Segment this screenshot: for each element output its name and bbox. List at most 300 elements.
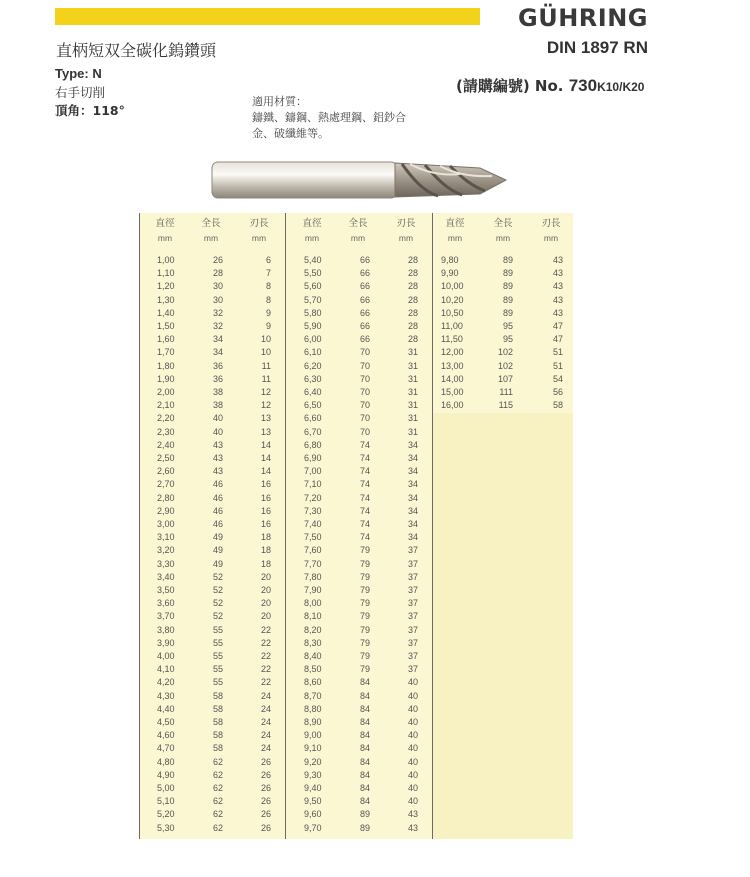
cell-flute-length: 54 [552,373,563,384]
order-prefix: (請購編號) No. [456,77,569,95]
cell-diameter: 2,70 [157,479,175,490]
table-row [286,308,432,321]
cell-flute-length: 20 [260,611,271,622]
cell-flute-length: 47 [552,334,563,345]
cell-flute-length: 37 [407,545,418,556]
cell-diameter: 5,00 [157,783,175,793]
cell-diameter: 4,10 [157,664,175,675]
cell-diameter: 3,70 [157,611,175,622]
cell-flute-length: 8 [265,281,271,292]
material-line-1: 鑄鐵、鑄鋼、熱處理鋼、鋁鈔合 [252,111,406,124]
table-row [139,466,285,479]
cell-overall-length: 46 [212,492,223,503]
cell-overall-length: 52 [212,598,223,609]
cell-diameter: 8,90 [304,717,322,727]
table-row [139,361,285,374]
cell-diameter: 3,30 [157,558,175,569]
table-row [139,374,285,387]
cell-diameter: 9,00 [304,730,322,741]
cell-overall-length: 49 [212,545,223,556]
cell-diameter: 2,00 [157,387,175,397]
table-row [139,532,285,545]
cell-diameter: 2,90 [157,505,175,516]
cell-overall-length: 89 [359,822,370,833]
cell-overall-length: 70 [359,360,370,371]
table-row [286,506,432,519]
cell-overall-length: 111 [499,387,513,397]
table-row [286,387,432,400]
cell-flute-length: 28 [407,334,418,345]
cell-diameter: 7,20 [304,492,322,503]
cell-overall-length: 49 [212,558,223,569]
cell-diameter: 6,60 [304,413,322,424]
cell-diameter: 2,60 [157,466,175,477]
unit-flute-length: mm [543,233,559,243]
table-row [286,691,432,704]
unit-diameter: mm [304,233,320,243]
cell-diameter: 2,10 [157,400,175,411]
table-row [286,466,432,479]
cell-diameter: 5,60 [304,281,322,292]
cell-flute-length: 47 [552,321,563,331]
cell-overall-length: 79 [359,571,370,582]
table-row [286,704,432,717]
table-row [286,334,432,347]
cell-flute-length: 13 [260,413,271,424]
cell-diameter: 4,50 [157,717,175,727]
cell-overall-length: 43 [212,453,223,463]
cell-overall-length: 79 [359,611,370,622]
cell-overall-length: 89 [502,294,513,305]
cell-overall-length: 102 [497,347,513,358]
cell-diameter: 3,60 [157,598,175,609]
cell-diameter: 8,80 [304,703,322,714]
table-row [286,440,432,453]
cell-overall-length: 79 [359,598,370,609]
cell-overall-length: 95 [502,334,513,345]
cell-flute-length: 43 [552,307,563,318]
cell-overall-length: 84 [359,703,370,714]
cell-overall-length: 34 [212,334,223,345]
table-row [139,611,285,624]
unit-flute-length: mm [251,233,267,243]
cell-diameter: 6,70 [304,426,322,437]
cell-overall-length: 70 [359,426,370,437]
cell-flute-length: 12 [260,387,271,397]
table-row [286,730,432,743]
cell-overall-length: 89 [359,809,370,820]
cell-overall-length: 66 [359,334,370,345]
cell-overall-length: 38 [212,387,223,397]
cell-diameter: 5,40 [304,255,322,265]
cell-diameter: 6,50 [304,400,322,411]
table-row [286,677,432,690]
table-row [433,308,573,321]
cell-flute-length: 31 [407,400,418,411]
cell-flute-length: 16 [260,479,271,490]
cell-flute-length: 40 [407,690,418,701]
table-row [139,809,285,822]
cell-diameter: 5,20 [157,809,175,820]
cell-flute-length: 37 [407,571,418,582]
table-row [286,598,432,611]
standard-code: DIN 1897 RN [546,38,648,57]
cell-diameter: 4,40 [157,703,175,714]
table-row [286,796,432,809]
cell-diameter: 4,00 [157,651,175,661]
cell-flute-length: 28 [407,268,418,279]
cell-diameter: 7,40 [304,519,322,529]
cell-overall-length: 52 [212,611,223,622]
table-row [139,743,285,756]
cell-flute-length: 22 [260,637,271,648]
table-row [286,453,432,466]
cell-diameter: 9,50 [304,796,322,807]
cell-diameter: 10,00 [441,281,464,292]
cell-diameter: 9,70 [304,822,322,833]
cell-flute-length: 28 [407,294,418,305]
cell-flute-length: 37 [407,611,418,622]
table-row [139,506,285,519]
cell-overall-length: 46 [212,505,223,516]
cell-overall-length: 49 [212,532,223,543]
cell-flute-length: 43 [407,822,418,833]
cell-flute-length: 31 [407,426,418,437]
cell-flute-length: 9 [265,307,271,318]
cell-flute-length: 37 [407,558,418,569]
cell-overall-length: 79 [359,558,370,569]
cell-overall-length: 79 [359,651,370,661]
table-row [139,427,285,440]
cell-overall-length: 84 [359,717,370,727]
table-row [139,413,285,426]
cell-flute-length: 24 [260,730,271,741]
cell-flute-length: 43 [552,294,563,305]
cell-flute-length: 40 [407,703,418,714]
yellow-header-band [55,8,480,25]
cell-flute-length: 14 [260,453,271,463]
cell-flute-length: 10 [260,347,271,358]
table-row [433,361,573,374]
cell-overall-length: 74 [359,466,370,477]
material-line-2: 金、破纖維等。 [252,127,329,140]
cell-overall-length: 84 [359,769,370,780]
cell-flute-length: 31 [407,387,418,397]
cell-overall-length: 89 [502,255,513,265]
cell-flute-length: 31 [407,347,418,358]
cell-overall-length: 79 [359,637,370,648]
cell-overall-length: 66 [359,321,370,331]
cell-flute-length: 26 [260,769,271,780]
cell-overall-length: 43 [212,466,223,477]
cell-flute-length: 26 [260,783,271,793]
cell-flute-length: 43 [552,281,563,292]
table-row [286,743,432,756]
cell-overall-length: 62 [212,822,223,833]
cell-diameter: 6,10 [304,347,322,358]
cell-overall-length: 40 [212,413,223,424]
cell-diameter: 1,00 [157,255,175,265]
cell-overall-length: 26 [212,255,223,265]
cell-flute-length: 9 [265,321,271,331]
cell-overall-length: 28 [212,268,223,279]
cell-diameter: 6,00 [304,334,322,345]
cell-flute-length: 14 [260,466,271,477]
cell-flute-length: 24 [260,690,271,701]
cell-diameter: 1,60 [157,334,175,345]
table-row [139,717,285,730]
cell-diameter: 9,20 [304,756,322,767]
cell-diameter: 4,20 [157,677,175,688]
table-row [139,823,285,836]
cell-flute-length: 43 [552,255,563,265]
cell-flute-length: 22 [260,624,271,635]
cell-flute-length: 26 [260,822,271,833]
table-row [139,638,285,651]
cell-diameter: 4,30 [157,690,175,701]
cell-diameter: 7,10 [304,479,322,490]
table-row [433,387,573,400]
cell-overall-length: 46 [212,519,223,529]
cell-diameter: 1,30 [157,294,175,305]
cell-flute-length: 40 [407,717,418,727]
cell-flute-length: 37 [407,598,418,609]
cell-diameter: 2,30 [157,426,175,437]
cell-diameter: 4,80 [157,756,175,767]
table-row [139,783,285,796]
table-row [433,374,573,387]
drill-bit-icon [210,152,515,208]
cell-overall-length: 34 [212,347,223,358]
cell-flute-length: 22 [260,677,271,688]
header-diameter: 直徑 [302,218,322,229]
table-row [286,281,432,294]
cell-diameter: 9,40 [304,783,322,793]
cell-flute-length: 40 [407,730,418,741]
order-number [456,75,644,96]
cell-overall-length: 38 [212,400,223,411]
cell-diameter: 1,20 [157,281,175,292]
table-row [286,770,432,783]
cell-overall-length: 84 [359,783,370,793]
table-row [286,268,432,281]
cell-flute-length: 40 [407,796,418,807]
cell-overall-length: 43 [212,439,223,450]
cell-flute-length: 28 [407,321,418,331]
unit-overall-length: mm [350,233,366,243]
cell-flute-length: 26 [260,756,271,767]
cell-flute-length: 34 [407,492,418,503]
cell-overall-length: 58 [212,690,223,701]
cell-diameter: 6,90 [304,453,322,463]
cell-overall-length: 95 [502,321,513,331]
cell-diameter: 3,10 [157,532,175,543]
cell-overall-length: 55 [212,677,223,688]
cell-diameter: 1,90 [157,373,175,384]
table-row [139,387,285,400]
table-row [286,493,432,506]
table-row [286,783,432,796]
table-row [433,295,573,308]
cell-diameter: 6,40 [304,387,322,397]
dimension-table [139,213,573,839]
cell-flute-length: 34 [407,466,418,477]
table-row [139,400,285,413]
cell-diameter: 8,20 [304,624,322,635]
cell-flute-length: 28 [407,307,418,318]
order-suffix: K10/K20 [597,80,645,94]
cell-overall-length: 74 [359,532,370,543]
table-row [286,572,432,585]
table-row [139,691,285,704]
table-row [286,400,432,413]
table-column-group-2 [286,213,432,839]
table-row [139,730,285,743]
cell-overall-length: 58 [212,717,223,727]
cell-overall-length: 84 [359,756,370,767]
cell-diameter: 9,60 [304,809,322,820]
cell-flute-length: 34 [407,453,418,463]
cell-overall-length: 32 [212,307,223,318]
cell-flute-length: 31 [407,373,418,384]
table-row [139,704,285,717]
cell-diameter: 3,00 [157,519,175,529]
table-row [286,295,432,308]
cell-overall-length: 52 [212,585,223,595]
cell-flute-length: 16 [260,519,271,529]
cell-flute-length: 40 [407,756,418,767]
cell-diameter: 8,60 [304,677,322,688]
cell-flute-length: 51 [552,360,563,371]
cell-overall-length: 84 [359,743,370,754]
cell-diameter: 7,00 [304,466,322,477]
cell-overall-length: 70 [359,347,370,358]
cell-diameter: 9,80 [441,255,459,265]
table-row [139,321,285,334]
table-row [286,585,432,598]
cell-overall-length: 66 [359,268,370,279]
cell-flute-length: 40 [407,783,418,793]
table-row [286,532,432,545]
cell-diameter: 13,00 [441,360,464,371]
cell-diameter: 12,00 [441,347,464,358]
table-row [139,255,285,268]
cell-flute-length: 24 [260,743,271,754]
cell-diameter: 2,40 [157,439,175,450]
table-row [286,479,432,492]
cell-diameter: 9,90 [441,268,459,279]
cell-flute-length: 40 [407,743,418,754]
table-row [286,413,432,426]
cell-overall-length: 58 [212,703,223,714]
table-row [286,809,432,822]
cell-diameter: 5,90 [304,321,322,331]
cell-overall-length: 58 [212,743,223,754]
cell-diameter: 3,40 [157,571,175,582]
cell-flute-length: 16 [260,505,271,516]
cell-overall-length: 84 [359,796,370,807]
cell-flute-length: 34 [407,479,418,490]
cell-overall-length: 58 [212,730,223,741]
table-row [139,625,285,638]
cell-diameter: 2,50 [157,453,175,463]
cell-flute-length: 34 [407,505,418,516]
cell-overall-length: 115 [498,400,513,411]
cell-diameter: 9,10 [304,743,322,754]
cell-flute-length: 37 [407,651,418,661]
cell-diameter: 2,80 [157,492,175,503]
cell-overall-length: 62 [212,783,223,793]
cell-diameter: 11,50 [441,334,463,345]
unit-diameter: mm [447,233,463,243]
table-row [139,664,285,677]
type-label: Type: N [55,66,102,81]
table-row [139,479,285,492]
cell-flute-length: 34 [407,519,418,529]
cell-flute-length: 34 [407,439,418,450]
table-row [433,334,573,347]
header-flute-length: 刃長 [396,218,416,229]
cell-diameter: 6,30 [304,373,322,384]
cell-diameter: 11,00 [441,321,463,331]
cell-overall-length: 66 [359,294,370,305]
point-angle: 頂角：118° [55,103,125,118]
cell-flute-length: 6 [265,255,271,265]
cell-overall-length: 62 [212,769,223,780]
header-overall-length: 全長 [348,218,368,229]
cell-diameter: 3,50 [157,585,175,595]
cell-overall-length: 74 [359,439,370,450]
table-row [433,255,573,268]
header-flute-length: 刃長 [541,218,561,229]
table-row [139,295,285,308]
cell-flute-length: 10 [260,334,271,345]
cell-overall-length: 55 [212,651,223,661]
cell-flute-length: 37 [407,664,418,675]
cell-overall-length: 70 [359,400,370,411]
cell-flute-length: 56 [552,387,563,397]
cell-flute-length: 26 [260,796,271,807]
cell-diameter: 8,10 [304,611,322,622]
table-row [286,519,432,532]
cell-flute-length: 16 [260,492,271,503]
cell-overall-length: 74 [359,492,370,503]
cell-flute-length: 24 [260,703,271,714]
cell-flute-length: 31 [407,413,418,424]
cell-overall-length: 66 [359,307,370,318]
cell-overall-length: 79 [359,624,370,635]
cell-overall-length: 84 [359,677,370,688]
table-row [139,770,285,783]
cell-diameter: 8,30 [304,637,322,648]
table-row [139,493,285,506]
cell-flute-length: 20 [260,598,271,609]
cell-diameter: 15,00 [441,387,464,397]
cell-overall-length: 55 [212,624,223,635]
table-row [433,281,573,294]
cell-overall-length: 62 [212,796,223,807]
cell-flute-length: 34 [407,532,418,543]
cell-overall-length: 62 [212,809,223,820]
cell-overall-length: 55 [212,637,223,648]
table-row [286,638,432,651]
table-row [286,361,432,374]
cell-diameter: 1,80 [157,360,175,371]
cell-flute-length: 13 [260,426,271,437]
cell-overall-length: 55 [212,664,223,675]
table-row [286,545,432,558]
cell-overall-length: 79 [359,664,370,675]
